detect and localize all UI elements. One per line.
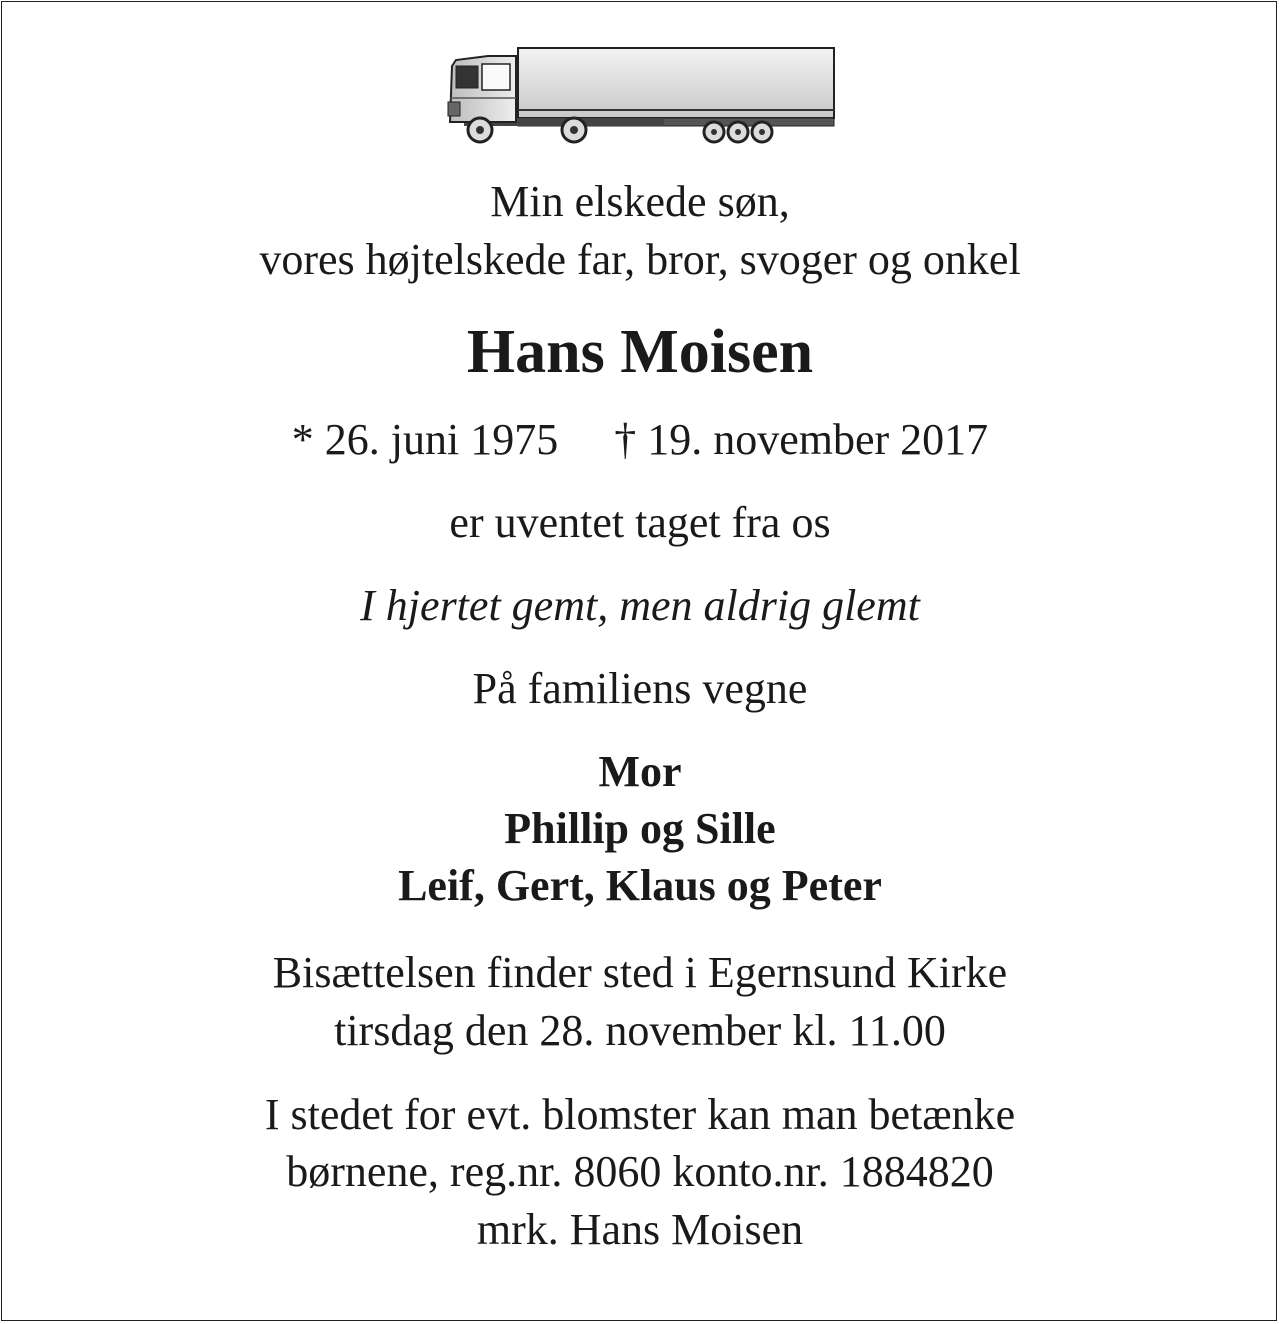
- intro-line-1: Min elskede søn,: [490, 177, 790, 226]
- funeral-line-1: Bisættelsen finder sted i Egernsund Kirke: [272, 948, 1008, 997]
- donation-line-3: mrk. Hans Moisen: [476, 1205, 804, 1254]
- deceased-name: Hans Moisen: [466, 318, 814, 386]
- on-behalf-text: På familiens vegne: [472, 664, 808, 713]
- memorial-quote: I hjertet gemt, men aldrig glemt: [360, 581, 920, 630]
- truck-icon: [444, 44, 838, 144]
- donation-line-2: børnene, reg.nr. 8060 konto.nr. 1884820: [286, 1147, 994, 1196]
- funeral-line-2: tirsdag den 28. november kl. 11.00: [334, 1006, 946, 1055]
- taken-text: er uventet taget fra os: [449, 498, 831, 547]
- birth-date: * 26. juni 1975: [291, 415, 559, 464]
- intro-line-2: vores højtelskede far, bror, svoger og onkel: [259, 235, 1021, 284]
- family-line-3: Leif, Gert, Klaus og Peter: [398, 861, 882, 910]
- family-line-2: Phillip og Sille: [504, 804, 776, 853]
- family-line-1: Mor: [598, 747, 682, 796]
- death-date: † 19. november 2017: [614, 415, 989, 464]
- donation-line-1: I stedet for evt. blomster kan man betænke: [264, 1090, 1016, 1139]
- life-dates: [0, 411, 1280, 469]
